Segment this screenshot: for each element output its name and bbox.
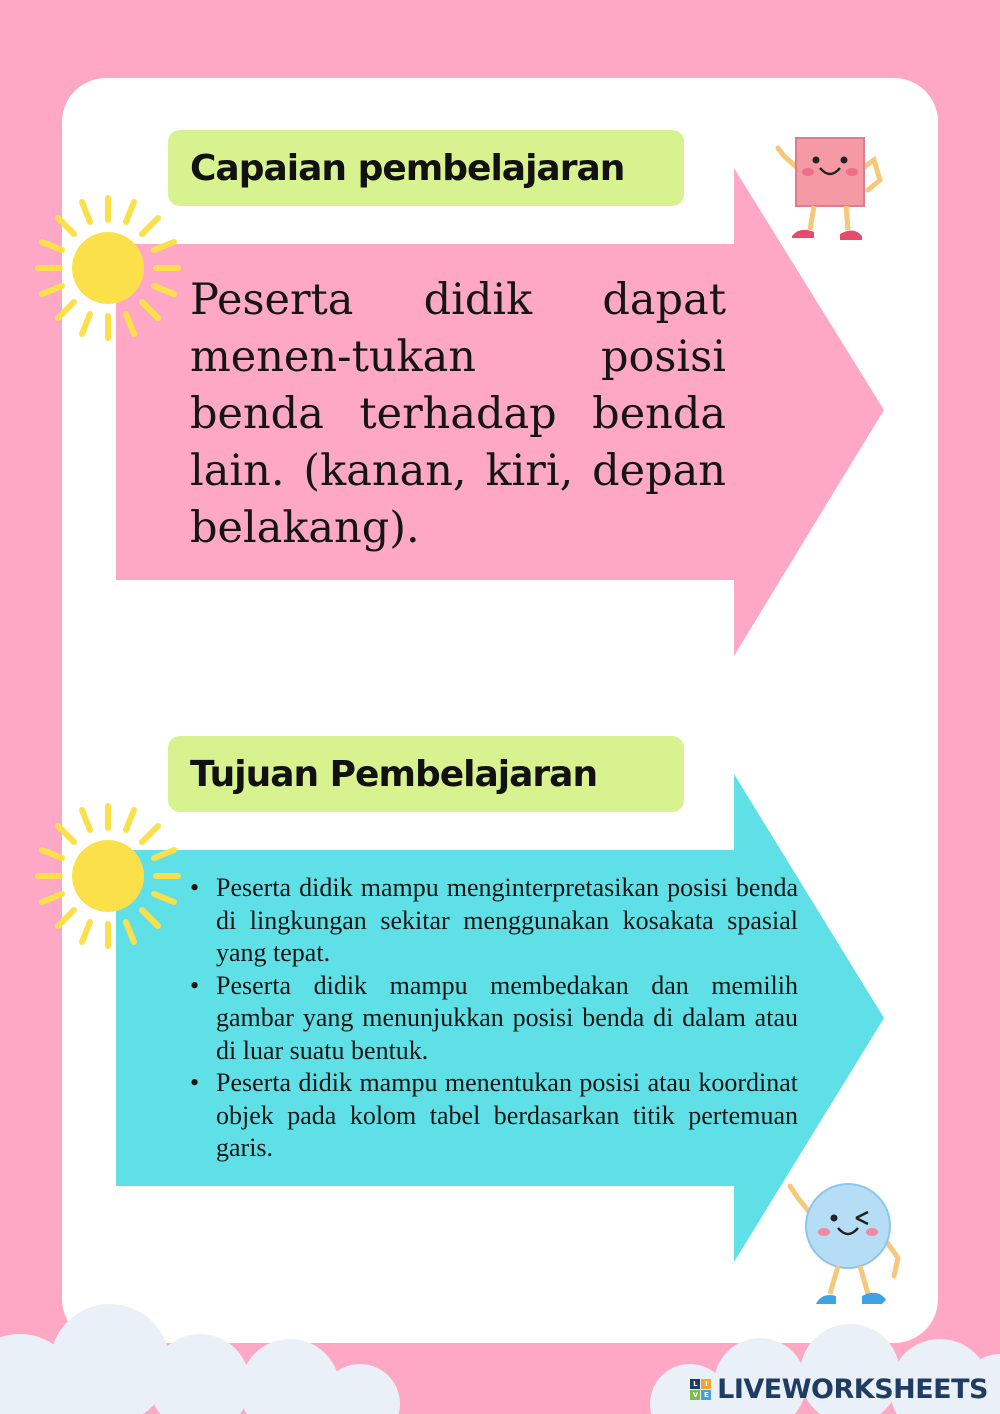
square-mascot-icon xyxy=(770,130,890,250)
circle-mascot-icon xyxy=(784,1178,914,1318)
sun-icon xyxy=(28,796,188,956)
section-heading-tujuan xyxy=(168,736,684,812)
heading-text: Capaian pembelajaran xyxy=(190,147,625,189)
capaian-paragraph: Peserta didik dapat menen-tukan posisi benda terhadap benda lain. (kanan, kiri, depan belakang). xyxy=(190,275,726,553)
list-item: • Peserta didik mampu menginterpretasikan posisi benda di lingkungan sekitar menggunakan kosakata spasial yang tepat. xyxy=(190,873,798,967)
bullet-icon: • xyxy=(190,873,200,902)
section-heading-capaian xyxy=(168,130,684,206)
brand-name: LIVEWORKSHEETS xyxy=(717,1373,988,1405)
liveworksheets-logo xyxy=(690,1372,988,1406)
list-item: • Peserta didik mampu menentukan posisi atau koordinat objek pada kolom tabel berdasarkan titik pertemuan garis. xyxy=(190,1068,798,1162)
tujuan-list xyxy=(188,872,798,1165)
bullet-icon: • xyxy=(190,1068,200,1097)
bullet-icon: • xyxy=(190,970,200,1000)
liveworksheets-logo-icon: L I V E xyxy=(690,1379,711,1400)
heading-text: Tujuan Pembelajaran xyxy=(190,753,598,795)
list-item: • Peserta didik mampu membedakan dan memilih gambar yang menunjukkan posisi benda di dalam atau di luar suatu bentuk. xyxy=(190,970,798,1065)
sun-icon xyxy=(28,188,188,348)
